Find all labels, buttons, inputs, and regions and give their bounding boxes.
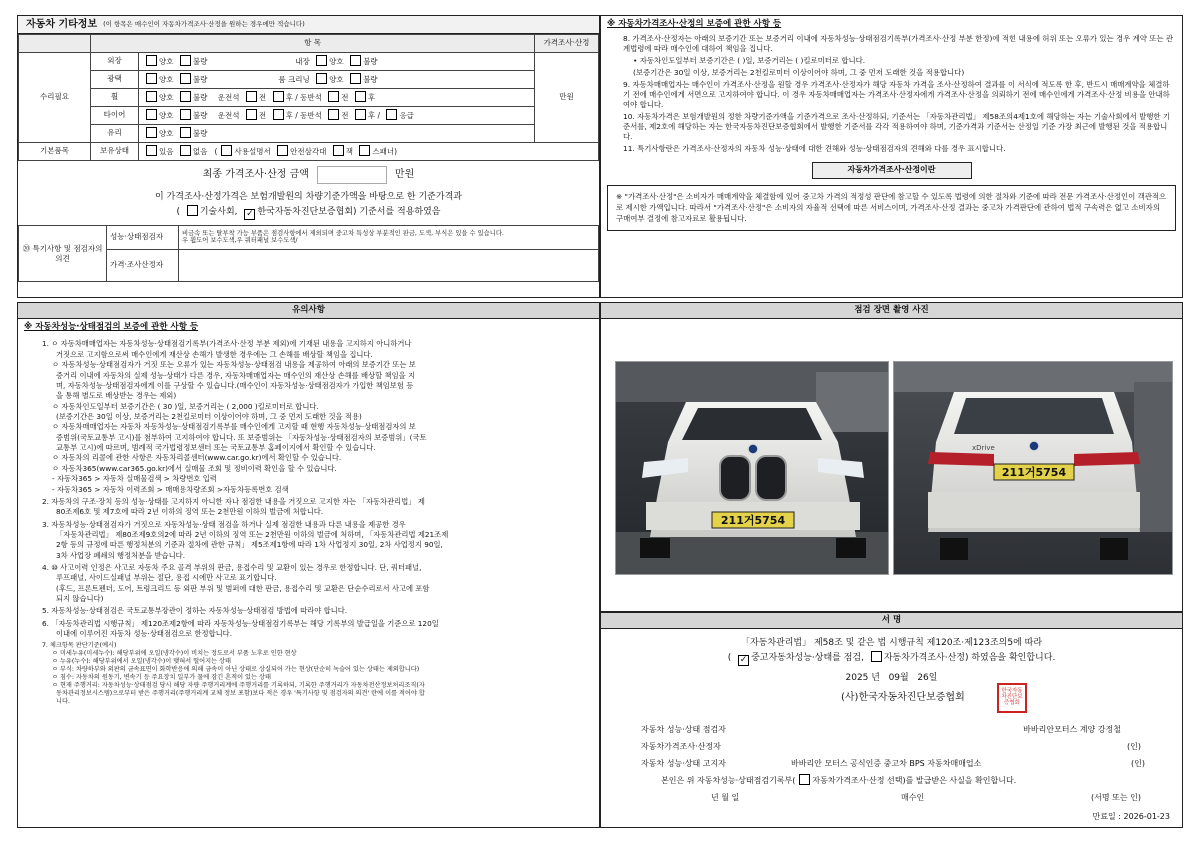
tire-driver-front-checkbox[interactable]: [246, 109, 257, 120]
notes-line: ㅇ 현재 주행거리: 자동차성능·상태점검 당시 해당 자량 주행거리계에 주행거리를 기록하되, 기록한 주행거리가 자동차전산정보처리조직(자: [52, 681, 425, 689]
car-rear-photo: [893, 361, 1173, 575]
notes-line: ㅇ 자동차의 리콜에 관한 사항은 자동차리콜센터(www.car.go.kr)에서 확인할 수 있습니다.: [52, 453, 342, 463]
notes-line: 며, 자동차성능·상태점검자에게 이를 구상할 수 있습니다.(매수인이 자동차성능·상태점검자가 가입한 책임보험 등: [56, 380, 414, 390]
perf-name: 바바리안모터스 계양 강정철: [1023, 725, 1121, 734]
notes-line: ㅇ 자동차인도일부터 보증기간은 ( 30 )일, 보증거리는 ( 2,000 )킬로미터로 합니다.: [52, 401, 319, 411]
notes-line: ㅇ 자동차성능·상태점검자가 거짓 또는 오류가 있는 자동차성능·상태점검 내용을 제공하여 아래의 보증기간 또는 보: [52, 360, 416, 370]
price-label: 자동차가격조사·산정자: [641, 742, 721, 751]
jack-checkbox[interactable]: [333, 145, 344, 156]
signature-header: 서 명: [601, 613, 1182, 629]
price-item-10: 10. 자동차가격은 보험개발원의 정한 차량기준가액을 기준가격으로 조사·산정하되, 기준서는 「자동차관리법」 제58조의4제1호에 해당하는 자는 기술사회에서 발행한 기준서를, 제2호에 해당하는 자는 한국자동차진단보증협회에서 발행한 기준서를 각각 적용하여야 하며, 기준가격과 기준서는 산정일 기준 가장 최근에 발행된 것을 적용합니다.: [623, 112, 1170, 142]
notes-line: 루프패널, 사이드실패널 부위는 절단, 용접 시에만 사고로 표기합니다.: [56, 573, 277, 583]
perf-label: 자동차 성능·상태 점검자: [641, 725, 726, 734]
law-line: 「자동차관리법」 제58조 및 같은 법 시행규칙 제120조·제123조의5에 따라: [740, 638, 1043, 648]
car-front-image: [616, 362, 889, 575]
notes-line: ㅇ 미세누유(미세누수): 해당부위에 오일(냉각수)이 비치는 정도로서 부품 노후로 인한 현상: [52, 649, 297, 657]
tire-driver-rear-checkbox[interactable]: [273, 109, 284, 120]
interior-bad-checkbox[interactable]: [350, 55, 361, 66]
org-seal: 한국자동차진단보증협회: [997, 683, 1027, 713]
price-item-11: 11. 특기사항란은 가격조사·산정자의 자동차 성능·상태에 대한 견해와 성능·상태점검자의 견해와 다를 경우 표시합니다.: [623, 144, 1006, 154]
interior-good-checkbox[interactable]: [316, 55, 327, 66]
notes-line: ㅇ 부식: 차량하부와 외판의 금속표면이 화학반응에 의해 금속이 아닌 상태로 상실되어 가는 현상(단순히 녹슬어 있는 상태는 제외합니다): [52, 665, 420, 673]
notes-line: ㅇ 침수: 자동차의 원동기, 변속기 등 주요장치 일부가 물에 잠긴 흔적이 있는 상태: [52, 673, 271, 681]
notes-line: 5. 자동차성능·상태점검은 국토교통부장관이 정하는 자동차성능·상태점검 방법에 따라야 합니다.: [42, 606, 348, 616]
perf-check-checkbox[interactable]: [738, 655, 749, 666]
notice-label: 자동차 성능·상태 고지자: [641, 759, 726, 768]
row-glass: 유리: [107, 128, 122, 138]
notes-list: [24, 339, 593, 706]
row-gloss: 광택: [107, 74, 122, 84]
notes-line: 거짓으로 고지함으로써 매수인에게 재산상 손해가 발생한 경우에는 그 손해를 배상할 책임을 집니다.: [56, 349, 373, 359]
definition-box: ※ "가격조사·산정"은 소비자가 매매계약을 체결함에 있어 중고차 가격의 적정성 판단에 참고할 수 있도록 법령에 의한 절차와 기준에 따라 전문 가격조사·산정인이 객관적으로 제시한 가액입니다. 따라서 "가격조사·산정"은 소비자의 자율적 선택에 따른 서비스이며, 가격조사·산정 결과는 중고차 가격판단에 관하여 법적 구속력은 없고 소비자의 구매여부 결정에 참고자료로 활용됩니다.: [607, 185, 1176, 231]
tire-emergency-checkbox[interactable]: [386, 109, 397, 120]
notes-line: 3차 사업장 폐쇄의 행정처분을 받습니다.: [56, 550, 186, 560]
wheel-passenger-front-checkbox[interactable]: [328, 91, 339, 102]
manual-checkbox[interactable]: [221, 145, 232, 156]
tire-good-checkbox[interactable]: [146, 109, 157, 120]
notes-line: 동차관리정보시스템)으로부터 받은 주행거리(주행거리계 교체 정보 포함)보다 적은 경우 '특기사항 및 점검자의 의견' 란에 이를 적어야 합: [56, 689, 425, 697]
rear-badge-text: xDrive: [972, 444, 995, 452]
basic-status: 보유상태: [100, 146, 129, 156]
price-item-8a: • 자동차인도일부터 보증기간은 ( )일, 보증거리는 ( )킬로미터로 합니다.: [633, 56, 866, 66]
other-info-table: 항 목 가격조사·산정 수리필요 외장 양호 불량 내장 양호 불량 만원 광택 양호 불량 룸 크리닝 양호 불량 휠 양호 불량 운전석 전 후 / 동반석 전 후 타이어 양호 불량 운전석 전 후 / 동반석 전 후 / 응급 유리 양호 불량 기본품목 보유상태 있음 없음 ( 사용설명서 안전삼각대 잭 스패너): [18, 34, 599, 161]
price-item-9: 9. 자동차매매업자는 매수인이 가격조사·산정을 원할 경우 가격조사·산정자가 해당 자동차 가격을 조사·산정하여 결과를 이 서식에 적도록 한 후, 반드시 매매계약을 체결하기 전에 매수인에게 서면으로 고지하여야 합니다. 이 경우 자동차매매업자는 가격조사·산정자에게 가격조사·산정을 의뢰하기 전에 매수인에게 가격조사·산정 비용을 안내하여야 합니다.: [623, 80, 1170, 110]
notes-title: ※ 자동차성능·상태점검의 보증에 관한 사항 등: [24, 322, 199, 332]
price-item-8b: (보증기간은 30일 이상, 보증거리는 2천킬로미터 이상이어야 하며, 그 중 먼저 도래한 것을 적용합니다): [633, 68, 965, 78]
photo-header: 점검 장면 촬영 사진: [601, 303, 1182, 319]
basis-line2: ( 기술사회, ✓ 한국자동차진단보증협회) 기준서를 적용하였음: [18, 205, 599, 220]
confirm-line: ( ✓중고자동차성능·상태를 점검, 자동차가격조사·산정) 하였음을 확인합니다.: [601, 651, 1182, 666]
notes-line: 7. 체크항목 판단기준(예시): [42, 641, 117, 649]
other-info-title: 자동차 기타정보: [26, 18, 98, 30]
triangle-checkbox[interactable]: [277, 145, 288, 156]
final-price-label: 최종 가격조사·산정 금액: [202, 169, 309, 181]
col-price: 가격조사·산정: [543, 38, 590, 48]
notes-line: - 자동차365 > 자동차 실매물검색 > 차량번호 입력: [52, 474, 217, 484]
expire-date: 만료일 : 2026-01-23: [1092, 812, 1170, 822]
row-tire: 타이어: [103, 110, 126, 120]
notes-line: 이내에 이루어진 자동차 성능·상태점검으로 한정합니다.: [56, 629, 233, 639]
glass-bad-checkbox[interactable]: [180, 127, 191, 138]
notes-line: ㅇ 자동차매매업자는 자동차 자동차성능·상태점검기록부를 매수인에게 고지할 때 현행 자동차성능·상태점검자의 보: [52, 422, 416, 432]
notes-line: (보증기간은 30일 이상, 보증거리는 2천킬로미터 이상이어야 하며, 그 중 먼저 도래한 것을 적용): [56, 411, 362, 421]
wheel-driver-rear-checkbox[interactable]: [273, 91, 284, 102]
car-rear-image: [894, 362, 1173, 575]
notes-line: 2항 등의 규정에 따른 행정처분의 기준과 절차에 관한 규칙」 제5조제1항에 따라 1차 사업정지 30일, 2차 사업정지 90일,: [56, 540, 443, 550]
col-item: 항 목: [304, 38, 321, 48]
sign-date: 년 월 일: [711, 793, 740, 802]
buyer-label: 매수인: [901, 793, 925, 802]
final-price-unit: 만원: [394, 169, 415, 181]
row-wheel: 휠: [110, 92, 119, 102]
org-name: (사)한국자동차진단보증협회: [841, 692, 965, 703]
repair-unit: 만원: [559, 92, 574, 102]
room-bad-checkbox[interactable]: [350, 73, 361, 84]
perf-note2: 우 휠도어 보수도색,우 쿼터패널 보수도색/: [182, 237, 298, 245]
buyer-seal: (서명 또는 인): [1091, 793, 1141, 802]
basis-tech-checkbox[interactable]: [187, 205, 198, 216]
basis-line1: 이 가격조사·산정가격은 보험개발원의 차량기준가액을 바탕으로 한 기준가격과: [155, 192, 462, 202]
wheel-driver-front-checkbox[interactable]: [246, 91, 257, 102]
notes-line: (후드, 프론트펜더, 도어, 트렁크리드 등 외판 부위 및 범퍼에 대한 판금, 용접수리 및 교환은 단순수리로서 사고에 포함: [56, 583, 430, 593]
price-guarantee-list: [607, 34, 1176, 154]
price-name: (인): [1127, 742, 1141, 751]
photo-panel: [600, 302, 1183, 612]
price-check-checkbox[interactable]: [871, 651, 882, 662]
notes-header: 유의사항: [18, 303, 599, 319]
exterior-good-checkbox[interactable]: [146, 55, 157, 66]
row-interior: 내장: [295, 57, 310, 67]
room-good-checkbox[interactable]: [316, 73, 327, 84]
notes-line: 니다.: [56, 697, 70, 705]
rear-plate-text: 211거5754: [1001, 466, 1067, 479]
notes-line: 3. 자동차성능·상태점검자가 거짓으로 자동차성능·상태 점검을 하거나 실제 점검한 내용과 다른 내용을 제공한 경우: [42, 519, 406, 529]
notes-line: 1. ㅇ 자동차매매업자는 자동차성능·상태점검기록부(가격조사·산정 부분 제외)에 기재된 내용을 고지하지 아니하거나: [42, 339, 412, 349]
basic-none-checkbox[interactable]: [180, 145, 191, 156]
notes-line: ㅇ 자동차365(www.car365.go.kr)에서 실매물 조회 및 정비이력 확인을 할 수 있습니다.: [52, 463, 337, 473]
notes-line: 4. ⑩ 사고이력 인정은 사고로 자동차 주요 골격 부위의 판금, 용접수리 및 교환이 있는 경우로 한정합니다. 단, 쿼터패널,: [42, 563, 422, 573]
row-exterior: 외장: [107, 56, 122, 66]
buyer-line: 본인은 위 자동차성능·상태점검기록부( 자동차가격조사·산정 선택)를 발급받은 사실을 확인합니다.: [661, 776, 1017, 785]
wheel-passenger-rear-checkbox[interactable]: [355, 91, 366, 102]
final-price-input[interactable]: [317, 166, 387, 184]
front-plate-text: 211거5754: [720, 514, 786, 527]
repair-label: 수리필요: [40, 92, 69, 102]
wheel-bad-checkbox[interactable]: [180, 91, 191, 102]
exterior-bad-checkbox[interactable]: [180, 55, 191, 66]
definition-title: 자동차가격조사·산정이란: [812, 162, 972, 179]
notes-line: - 자동차365 > 자동차 이력조회 > 매매용차량조회 >자동차등록번호 검색: [52, 484, 289, 494]
signers: [641, 721, 1161, 806]
wheel-good-checkbox[interactable]: [146, 91, 157, 102]
gloss-bad-checkbox[interactable]: [180, 73, 191, 84]
notes-line: 6. 「자동차관리법 시행규칙」 제120조제2항에 따라 자동차성능·상태점검기록부는 해당 기록부의 발급일을 기준으로 120일: [42, 618, 439, 628]
notes-line: 을 통해 별도로 배상받는 경우는 제외): [56, 391, 177, 401]
price-guarantee-panel: [600, 15, 1183, 298]
car-front-photo: [615, 361, 889, 575]
basic-label: 기본품목: [40, 146, 69, 156]
notes-line: 증범위(국토교통부 고시)를 첨부하여 고지하여야 합니다. 또 보증범위는 「자동차성능·상태점검자의 보증범위」(국토: [56, 432, 427, 442]
other-info-note: (이 항목은 매수인이 자동차가격조사·산정을 원하는 경우에만 적습니다): [103, 20, 305, 29]
perf-inspector-label: 성능·상태점검자: [110, 232, 164, 242]
buyer-price-checkbox[interactable]: [799, 774, 810, 785]
notes-line: 교통부 고시)에 따르며, 범례적 국가법령정보센터 또는 국토교통부 홈페이지에서 확인할 수 있습니다.: [56, 443, 376, 453]
special-table: [18, 225, 599, 282]
other-info-panel: [17, 15, 600, 298]
notes-line: 80조제6호 및 제7호에 따라 2년 이하의 징역 또는 2천만원 이하의 벌금에 처합니다.: [56, 507, 324, 517]
tire-bad-checkbox[interactable]: [180, 109, 191, 120]
perf-note1: 비금속 또는 탈부착 가능 부품은 점검사항에서 제외되며 중고차 특성상 부분적인 판금, 도색, 부식은 있을 수 있습니다.: [182, 229, 504, 237]
gloss-good-checkbox[interactable]: [146, 73, 157, 84]
notes-line: 2. 자동차의 구조·장치 등의 성능·상태를 고지하지 아니한 자나 점검한 내용을 거짓으로 고지한 자는 「자동차관리법」 제: [42, 496, 425, 506]
tire-passenger-front-checkbox[interactable]: [328, 109, 339, 120]
price-inspector-label: 가격·조사산정자: [110, 260, 164, 270]
notes-line: 증거리 이내에 자동차의 실제 성능·상태가 다른 경우, 자동차매매업자는 매수인의 재산상 손해를 배상할 책임을 지: [56, 370, 416, 380]
signature-panel: [600, 612, 1183, 828]
basis-assoc-checkbox[interactable]: [244, 209, 255, 220]
tire-passenger-rear-checkbox[interactable]: [355, 109, 366, 120]
notice-name: 바바리안 모터스 공식인증 중고차 BPS 자동차매매업소: [791, 759, 982, 768]
notes-line: 되지 않습니다): [56, 594, 104, 604]
row-room-clean: 룸 크리닝: [278, 75, 310, 85]
final-price-row: [18, 163, 599, 187]
issue-date: 2025 년 09월 26일: [845, 673, 938, 684]
notice-seal: (인): [1131, 759, 1145, 768]
price-item-8: 8. 가격조사·산정자는 아래의 보증기간 또는 보증거리 이내에 자동차성능·상태점검기록부(가격조사·산정 부분 한정)에 적힌 내용에 허위 또는 오류가 있는 경우 계약 또는 관계법령에 따라 매수인에 대하여 책임을 집니다.: [623, 34, 1173, 54]
spanner-checkbox[interactable]: [359, 145, 370, 156]
notes-line: 「자동차관리법」 제80조제9호의2에 따라 2년 이하의 징역 또는 2천만원 이하의 벌금에 처하며, 「자동차관리법 제21조제: [56, 529, 449, 539]
notes-line: ㅇ 누유(누수): 해당부위에서 오일(냉각수)이 맺혀서 떨어지는 상태: [52, 657, 231, 665]
basic-has-checkbox[interactable]: [146, 145, 157, 156]
special-label: ⑳ 특기사항 및 점검자의 의견: [22, 243, 103, 263]
glass-good-checkbox[interactable]: [146, 127, 157, 138]
price-guarantee-title: ※ 자동차가격조사·산정의 보증에 관한 사항 등: [607, 19, 782, 29]
notes-panel: [17, 302, 600, 828]
